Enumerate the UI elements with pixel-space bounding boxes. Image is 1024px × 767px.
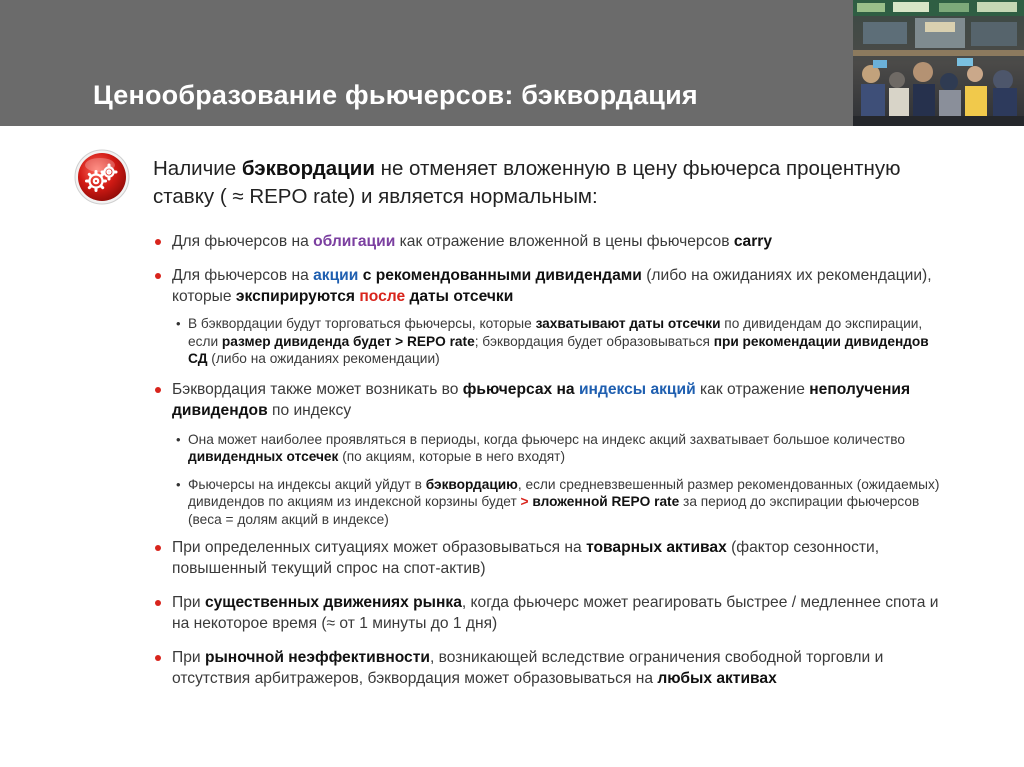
bullet-market-moves: При существенных движениях рынка, когда фьючерс может реагировать быстрее / медленнее спота и на некоторое время (≈ от 1 минуты до 1 дня) (152, 592, 942, 634)
sub-bullet-index-periods: • Она может наиболее проявляться в периоды, когда фьючерс на индекс акций захватывает большое количество дивидендных отсечек (по акциям, которые в него входят) (174, 431, 942, 466)
bullet-stocks: Для фьючерсов на акции с рекомендованными дивидендами (либо на ожиданиях их рекомендации), которые экспирируются после даты отсечки (152, 265, 942, 307)
bullet-bonds: Для фьючерсов на облигации как отражение вложенной в цены фьючерсов carry (152, 231, 942, 252)
trading-floor-image (853, 0, 1024, 126)
bullet-commodities: При определенных ситуациях может образовываться на товарных активах (фактор сезонности, повышенный текущий спрос на спот-актив) (152, 537, 942, 579)
lead-statement: Наличие бэквордации не отменяет вложенную в цену фьючерса процентную ставку ( ≈ REPO rate) и является нормальным: (153, 157, 901, 208)
sub-bullet-index-backwardation: • Фьючерсы на индексы акций уйдут в бэквордацию, если средневзвешенный размер рекомендованных (ожидаемых) дивидендов по акциям из индексной корзины будет > вложенной REPO rate за период до экспирации фьючерсов (веса = долям акций в индексе) (174, 476, 942, 529)
trading-floor-photo (853, 0, 1024, 126)
bullet-market-inefficiency: При рыночной неэффективности, возникающей вследствие ограничения свободной торговли и отсутствия арбитражеров, бэквордация может образовываться на любых активах (152, 647, 942, 689)
page-title: Ценообразование фьючерсов: бэквордация (93, 80, 698, 110)
gears-icon (74, 149, 130, 205)
bullet-index-futures: Бэквордация также может возникать во фьючерсах на индексы акций как отражение неполучения дивидендов по индексу (152, 379, 942, 421)
sub-bullet-stocks-dividends: • В бэквордации будут торговаться фьючерсы, которые захватывают даты отсечки по дивидендам до экспирации, если размер дивиденда будет > REPO rate; бэквордация будет образовываться при рекомендации дивидендов СД (либо на ожиданиях рекомендации) (174, 315, 942, 368)
bullet-list (152, 231, 942, 689)
title-bar (0, 0, 1024, 126)
